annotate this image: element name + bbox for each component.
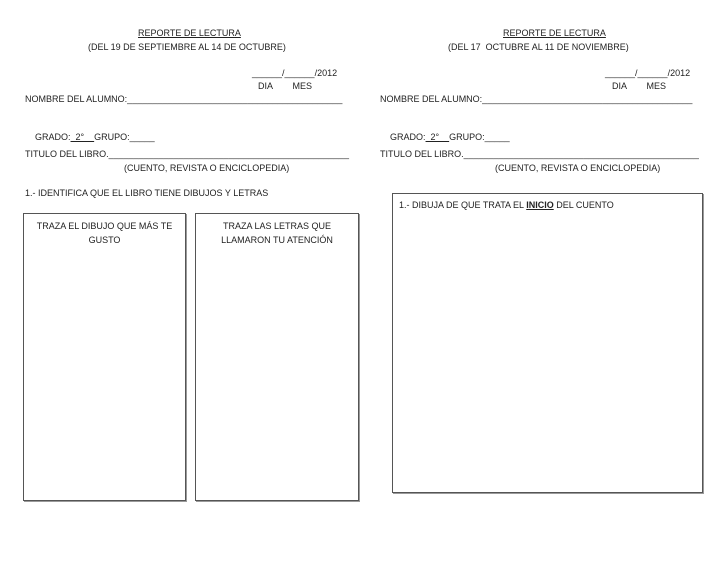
left-grade-value: 2°: [70, 132, 95, 142]
left-group: GRUPO:_____: [94, 132, 155, 142]
left-book-title[interactable]: TITULO DEL LIBRO.________________________________________________: [25, 149, 349, 159]
right-group: GRUPO:_____: [449, 132, 510, 142]
left-question-1: 1.- IDENTIFICA QUE EL LIBRO TIENE DIBUJOS Y LETRAS: [25, 188, 269, 198]
right-question-1: [399, 200, 614, 210]
left-book-type: (CUENTO, REVISTA O ENCICLOPEDIA): [124, 163, 290, 173]
left-drawing-box[interactable]: [23, 213, 186, 501]
left-letters-box[interactable]: [195, 213, 359, 501]
right-grade-row[interactable]: [380, 122, 510, 152]
right-question-1-keyword: INICIO: [526, 200, 554, 210]
right-period: (DEL 17 OCTUBRE AL 11 DE NOVIEMBRE): [448, 42, 629, 52]
left-drawing-label: TRAZA EL DIBUJO QUE MÁS TE GUSTO: [36, 221, 173, 245]
left-date-labels: DIA MES: [258, 81, 313, 91]
right-grade-label: GRADO:: [390, 132, 426, 142]
right-student-name[interactable]: NOMBRE DEL ALUMNO:__________________________________________: [380, 94, 693, 104]
right-date-line[interactable]: ______/______/2012: [605, 68, 691, 78]
right-drawing-box[interactable]: [392, 193, 703, 493]
left-grade-row[interactable]: [25, 122, 155, 152]
right-question-1-suffix: DEL CUENTO: [553, 200, 614, 210]
right-question-1-prefix: 1.- DIBUJA DE QUE TRATA EL: [399, 200, 527, 210]
left-letters-label: TRAZA LAS LETRAS QUE LLAMARON TU ATENCIÓN: [221, 221, 333, 245]
right-date-labels: DIA MES: [612, 81, 667, 91]
left-student-name[interactable]: NOMBRE DEL ALUMNO:___________________________________________: [25, 94, 343, 104]
right-grade-value: 2°: [425, 132, 450, 142]
left-grade-label: GRADO:: [35, 132, 71, 142]
right-book-type: (CUENTO, REVISTA O ENCICLOPEDIA): [495, 163, 661, 173]
right-book-title[interactable]: TITULO DEL LIBRO._______________________________________________: [380, 149, 699, 159]
right-title: REPORTE DE LECTURA: [503, 28, 606, 38]
left-date-line[interactable]: ______/______/2012: [252, 68, 338, 78]
left-period: (DEL 19 DE SEPTIEMBRE AL 14 DE OCTUBRE): [88, 42, 286, 52]
left-title: REPORTE DE LECTURA: [138, 28, 241, 38]
